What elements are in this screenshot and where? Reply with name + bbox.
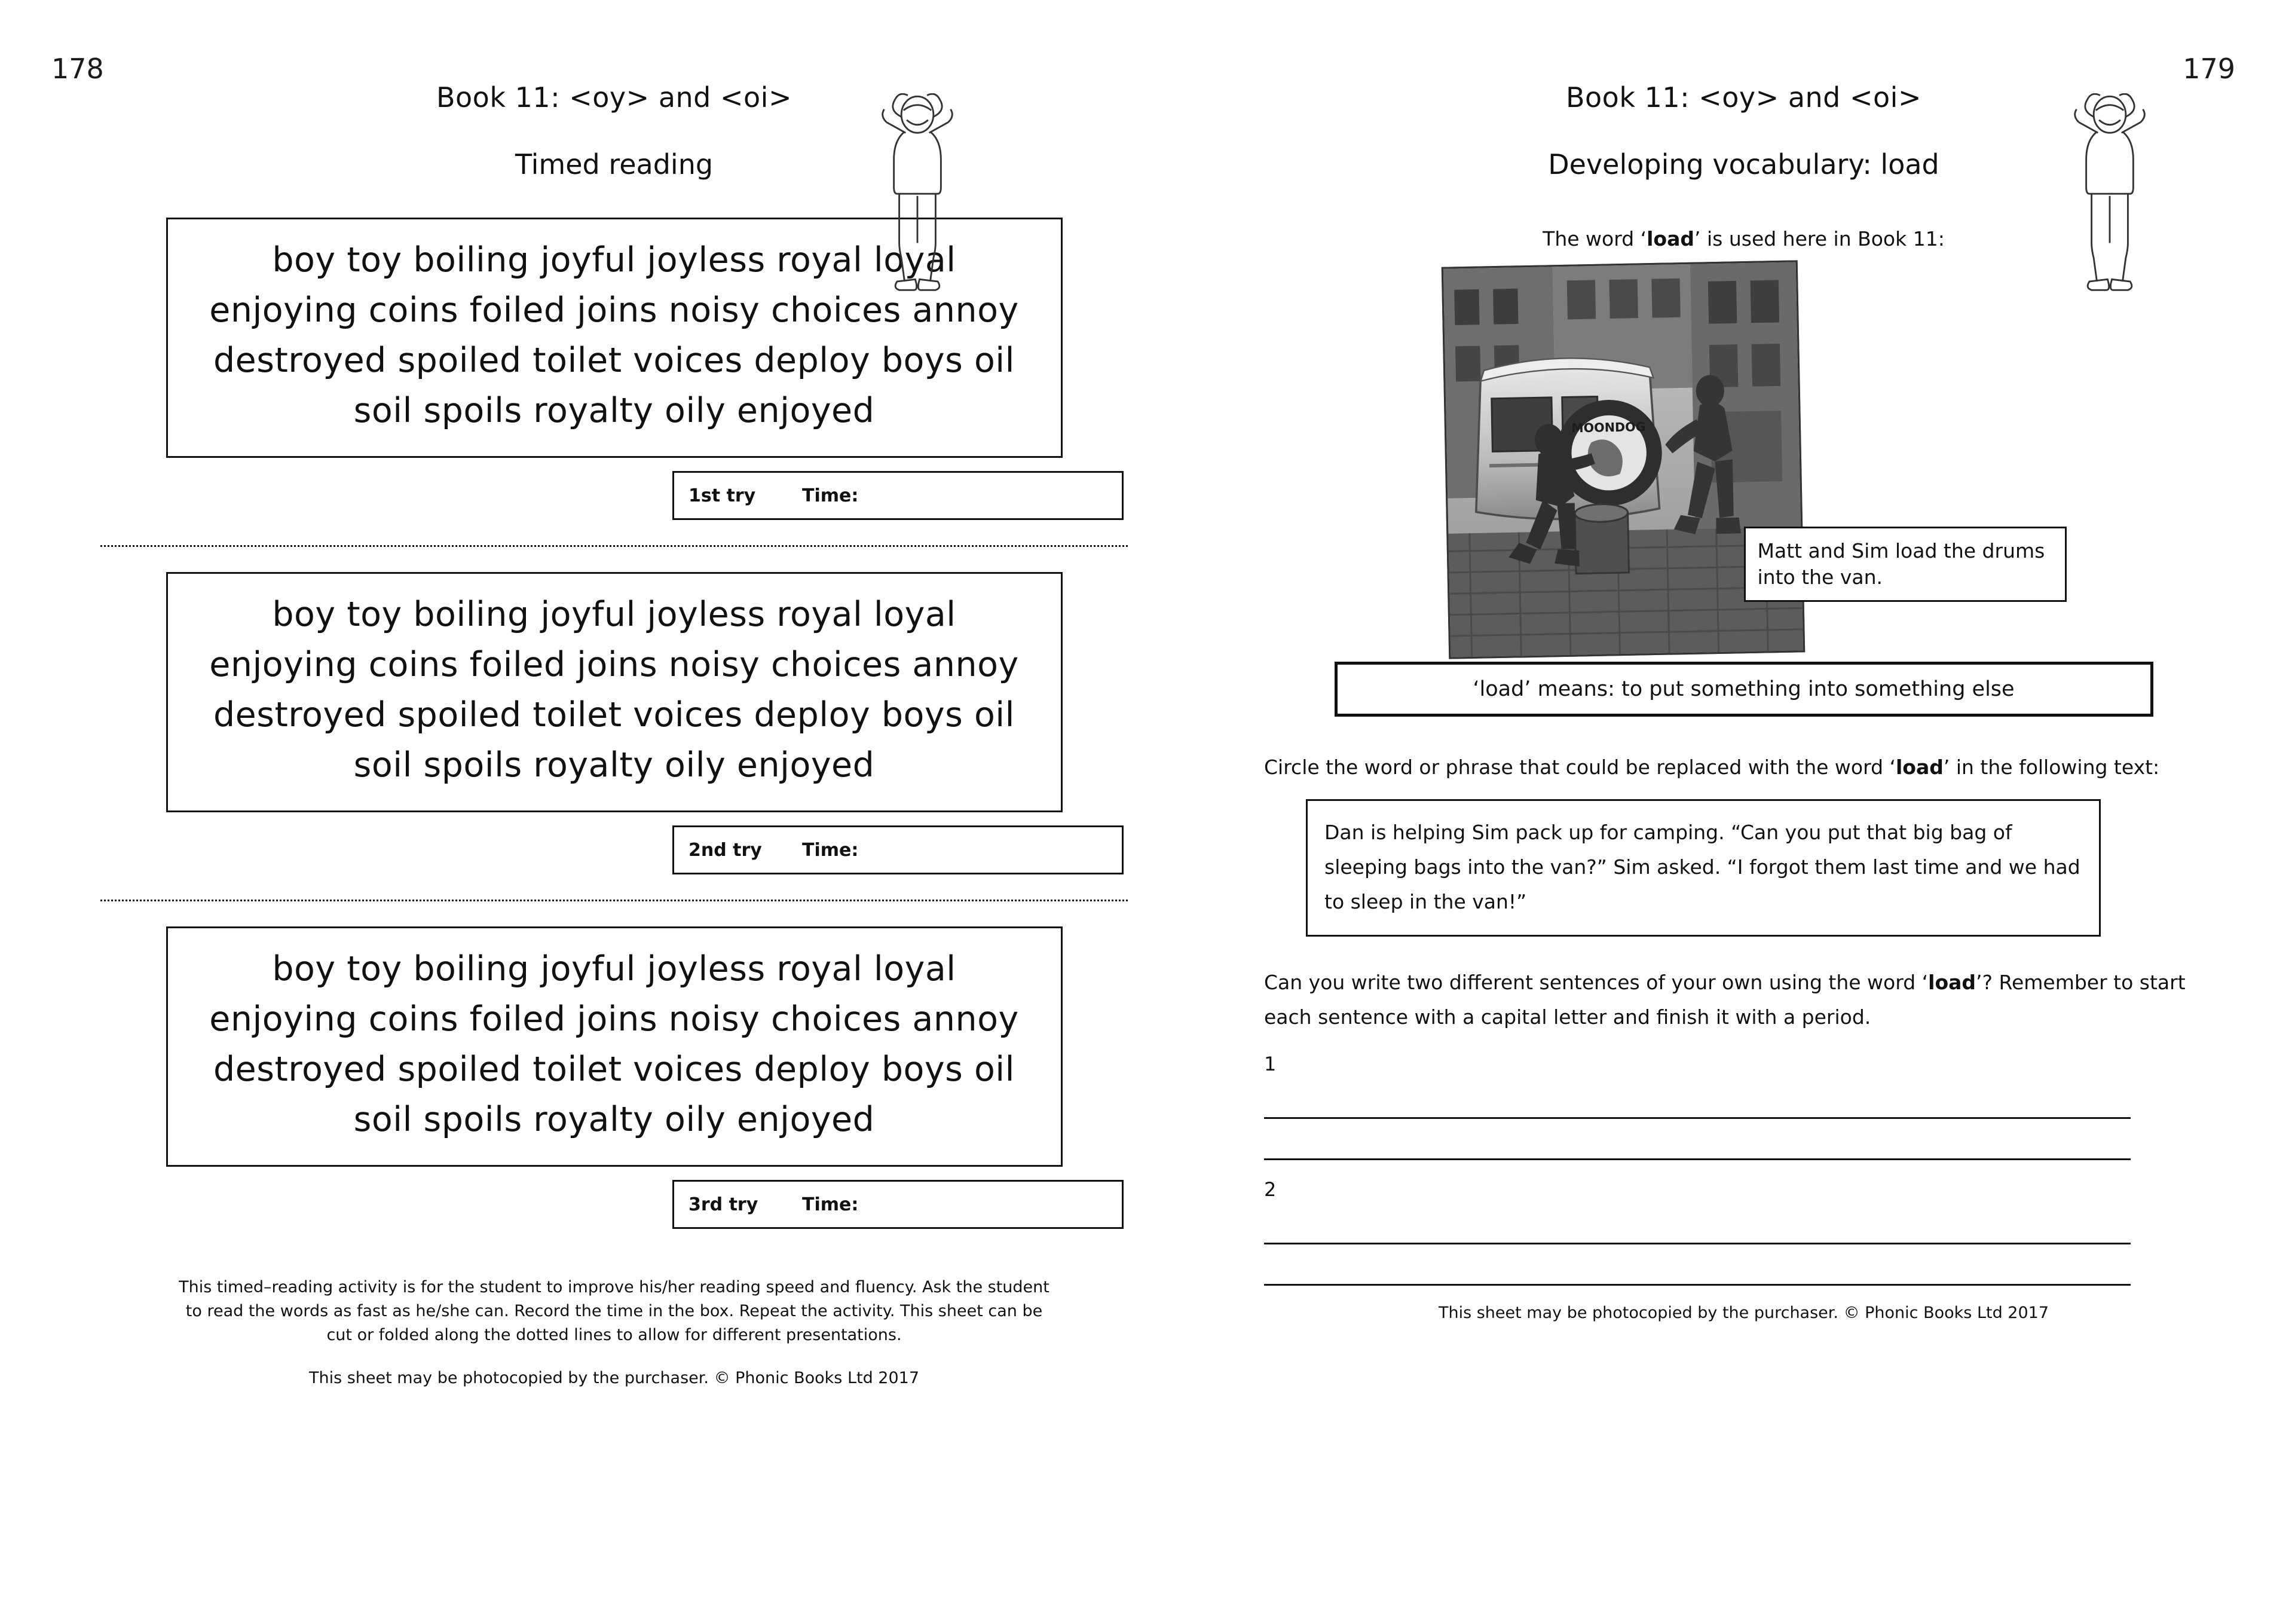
word-list-box-3: [166, 926, 1063, 1167]
illustration-area: [1326, 264, 2162, 658]
intro-word: load: [1647, 227, 1694, 250]
writing-prompt: [1264, 965, 2223, 1035]
answer-writing-line[interactable]: [1264, 1080, 2131, 1119]
prompt-post: ’? Remember to start each sentence with a capital letter and finish it with a period.: [1264, 971, 2186, 1029]
copyright-left: This sheet may be photocopied by the purchaser. © Phonic Books Ltd 2017: [308, 1369, 920, 1387]
teacher-note: This timed–reading activity is for the student to improve his/her reading speed and fluency. Ask the student to read the words as fast as he/she can. Record the time in the box. Repeat the activity. This sheet can be cut or folded along the dotted lines to allow for different presentations.: [179, 1278, 1049, 1344]
try-row-1[interactable]: [672, 471, 1124, 520]
page-number-left: 178: [51, 53, 104, 85]
answer-writing-line[interactable]: [1264, 1244, 2131, 1286]
answer-writing-line[interactable]: [1264, 1119, 2131, 1160]
try-row-2[interactable]: [672, 825, 1124, 874]
try-label-3: 3rd try: [688, 1194, 758, 1215]
answer-number-1: 1: [1264, 1053, 1277, 1075]
instruction-word: load: [1896, 756, 1944, 779]
answer-number-2: 2: [1264, 1178, 1277, 1201]
activity-title-right: Developing vocabulary: load: [1548, 148, 1939, 181]
time-label-2: Time:: [802, 839, 859, 861]
copyright-right: This sheet may be photocopied by the purchaser. © Phonic Books Ltd 2017: [1438, 1304, 2049, 1322]
prompt-pre: Can you write two different sentences of your own using the word ‘: [1264, 971, 1929, 994]
intro-pre: The word ‘: [1543, 227, 1647, 250]
time-label-1: Time:: [802, 485, 859, 506]
word-line: soil spoils royalty oily enjoyed: [353, 391, 875, 430]
page-number-right: 179: [2183, 53, 2235, 85]
word-line: boy toy boiling joyful joyless royal loyal: [272, 595, 956, 634]
right-page-header: [1264, 81, 2223, 181]
stretching-figure-icon: [858, 93, 977, 296]
word-line: enjoying coins foiled joins noisy choices annoy: [209, 645, 1019, 684]
word-list-box-2: [166, 572, 1063, 812]
prompt-word: load: [1928, 971, 1976, 994]
try-label-2: 2nd try: [688, 839, 762, 861]
definition-box: ‘load’ means: to put something into something else: [1335, 662, 2153, 717]
word-line: soil spoils royalty oily enjoyed: [353, 1100, 875, 1139]
try-row-3[interactable]: [672, 1180, 1124, 1229]
word-line: soil spoils royalty oily enjoyed: [353, 745, 875, 785]
right-page: [1228, 0, 2295, 1624]
answer-item-2: [1264, 1178, 2223, 1286]
word-line: destroyed spoiled toilet voices deploy boys oil: [213, 341, 1015, 380]
instruction-post: ’ in the following text:: [1943, 756, 2160, 779]
word-line: enjoying coins foiled joins noisy choices annoy: [209, 290, 1019, 330]
photo-caption: Matt and Sim load the drums into the van.: [1744, 527, 2067, 602]
passage-box[interactable]: Dan is helping Sim pack up for camping. “Can you put that big bag of sleeping bags into the van?” Sim asked. “I forgot them last time and we had to sleep in the van!”: [1306, 799, 2101, 937]
answer-writing-line[interactable]: [1264, 1206, 2131, 1244]
try-label-1: 1st try: [688, 485, 756, 506]
word-line: enjoying coins foiled joins noisy choices annoy: [209, 999, 1019, 1039]
book-title-right: Book 11: <oy> and <oi>: [1565, 81, 1921, 114]
left-page-header: [54, 81, 1174, 181]
fold-line-1: [100, 545, 1128, 547]
word-line: destroyed spoiled toilet voices deploy boys oil: [213, 695, 1015, 735]
book-title-left: Book 11: <oy> and <oi>: [436, 81, 792, 114]
activity-title-left: Timed reading: [515, 148, 714, 181]
circle-instruction: [1264, 750, 2223, 785]
word-line: boy toy boiling joyful joyless royal loyal: [272, 949, 956, 989]
svg-text:MOONDOG: MOONDOG: [1571, 419, 1646, 436]
fold-line-2: [100, 900, 1128, 901]
intro-post: ’ is used here in Book 11:: [1694, 227, 1945, 250]
answer-item-1: [1264, 1053, 2223, 1160]
word-line: boy toy boiling joyful joyless royal loyal: [272, 240, 956, 280]
word-line: destroyed spoiled toilet voices deploy boys oil: [213, 1050, 1015, 1089]
time-label-3: Time:: [802, 1194, 859, 1215]
instruction-pre: Circle the word or phrase that could be replaced with the word ‘: [1264, 756, 1896, 779]
